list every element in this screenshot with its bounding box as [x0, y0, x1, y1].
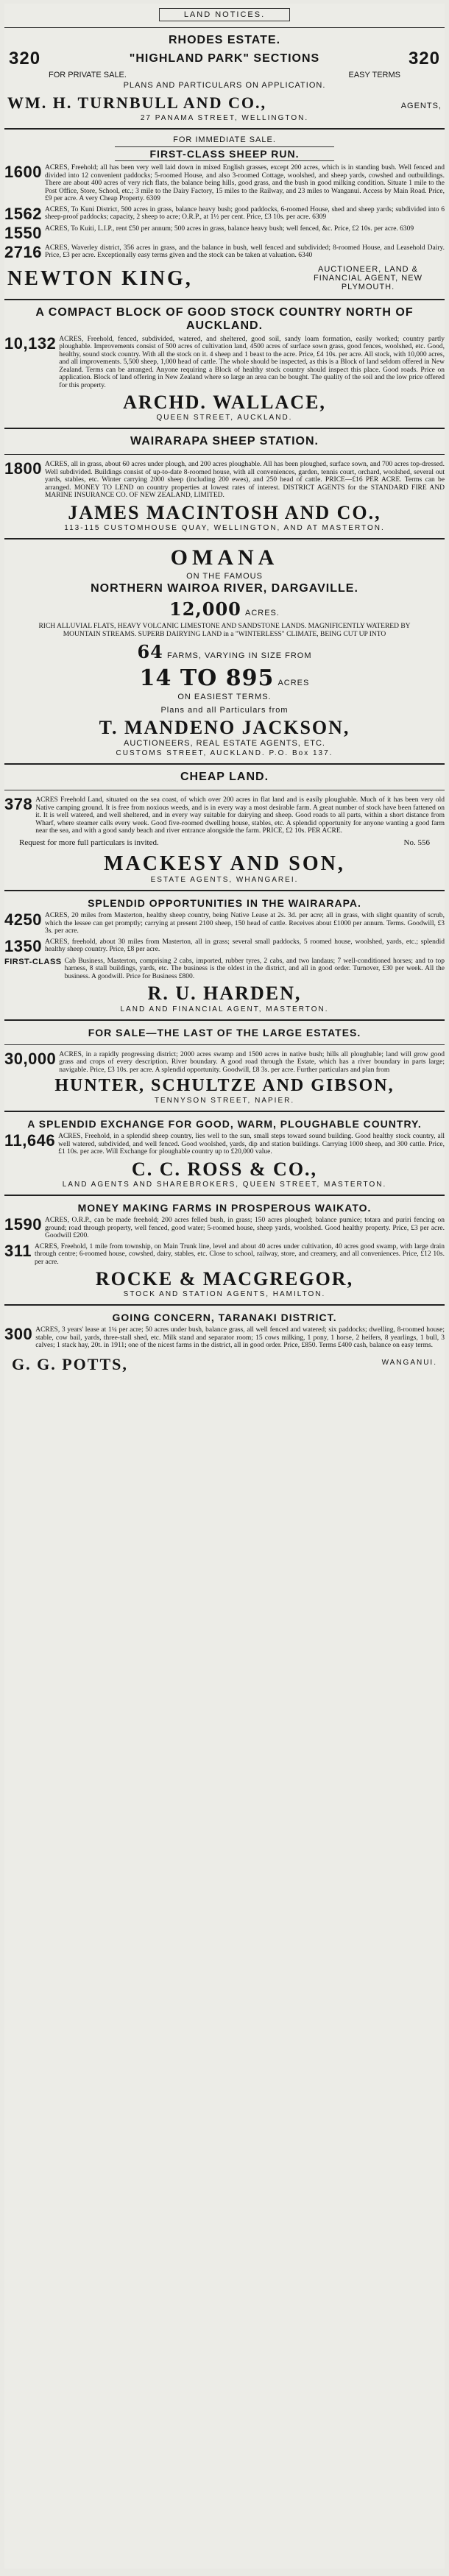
- divider: [4, 1304, 445, 1306]
- rhodes-agent-suffix: AGENTS,: [400, 102, 442, 110]
- listing-text: ACRES, Freehold; all has been very well laid down in mixed English grasses, except 200 acres, which is in standing bush. Well fenced and divided into 12 convenient paddocks; 5-roomed House, and also 3-roomed Cottage, woolshed, and sheep yards, cowshed and outbuildings. There are about 400 acres of very rich flats, the balance being hills, good grass, and the bush in good milking condition. Situate 1 mile to the Post Office, Store, School, etc.; 3 mile to the Dairy Factory, 15 miles to the Railway, and 23 miles to Wanganui. Access by Main Road. Price, £9 per acre. A very Cheap Property. 6309: [44, 164, 445, 203]
- listing-text: ACRES, Waverley district, 356 acres in grass, and the balance in bush, well fenced and subdivided; 8-roomed House, and Leasehold Dairy. Price, £3 per acre. Exceptionally easy terms given and the stock can be taken at valuation. 6340: [44, 244, 445, 260]
- omana-plans: Plans and all Particulars from: [160, 706, 289, 715]
- listing-item: [4, 958, 445, 981]
- compact-block-ad: [4, 299, 445, 422]
- listing-item: [4, 1133, 445, 1156]
- listing-item: [4, 1243, 445, 1267]
- taranaki-title: GOING CONCERN, TARANAKI DISTRICT.: [112, 1312, 337, 1324]
- harden-address: LAND AND FINANCIAL AGENT, MASTERTON.: [120, 1005, 329, 1013]
- divider: [4, 538, 445, 539]
- listing-acres: 1550: [4, 223, 42, 242]
- rhodes-terms: EASY TERMS: [348, 71, 400, 79]
- listing-acres: 2716: [4, 242, 42, 261]
- potts-address: WANGANUI.: [381, 1359, 437, 1367]
- wairarapa-opportunities-ad: [4, 890, 445, 1013]
- omana-farms-row: [4, 641, 445, 662]
- potts-agent: G. G. POTTS,: [12, 1354, 128, 1373]
- wallace-agent: ARCHD. WALLACE,: [123, 392, 326, 414]
- listing-text: ACRES, 20 miles from Masterton, healthy sheep country, being Native Lease at 2s. 3d. per acre; all in grass, with slight quantity of scrub, which the lessee can get promptly; carrying at present 2100 sheep, 150 head of cattle. Receives about £1000 per annum. Terms. Goodwill, £3 3s. per acre.: [44, 912, 445, 935]
- listing-item: [4, 206, 445, 222]
- rhodes-sale-row: [4, 71, 445, 79]
- sheep-run-ad: [4, 128, 445, 293]
- cheap-request: Request for more full particulars is invited.: [19, 838, 159, 847]
- exchange-ad: [4, 1111, 445, 1189]
- divider: [4, 890, 445, 891]
- potts-agent-row: [4, 1353, 445, 1374]
- divider: [4, 454, 445, 455]
- rhodes-title: RHODES ESTATE.: [168, 34, 281, 46]
- rocke-agent: ROCKE & MACGREGOR,: [95, 1268, 354, 1290]
- mackesy-agent: MACKESY AND SON,: [104, 852, 345, 875]
- hunter-address: TENNYSON STREET, NAPIER.: [154, 1097, 295, 1105]
- wairarapa-station-ad: [4, 428, 445, 532]
- listing-item: [4, 1326, 445, 1350]
- newton-agent-row: [4, 263, 445, 293]
- listing-text: ACRES, Freehold, fenced, subdivided, watered, and sheltered, good soil, sandy loam formation, easily worked; country partly ploughable. Improvements consist of 500 acres of cultivation land, 4500 acres of surface sown grass, good fences, woolshed, etc. Good, healthy, sound stock country. With all the stock on it. 4 sheep and 1 beast to the acre. Price, £4 10s. per acre. All stock, with 10,000 acres, and all improvements. 5,500 sheep, 1,000 head of cattle. The whole should be inspected, as this is a Block of land seldom offered in New Zealand. Terms can be arranged. Anyone requiring a Block of healthy stock country should inspect this place. Good roads. Price on application. Block of land offering in New Zealand where so large an area can be bought. The quality of the soil and the low price offered for this property.: [59, 335, 445, 389]
- jackson-agent-info: AUCTIONEERS, REAL ESTATE AGENTS, ETC.: [124, 739, 325, 749]
- omana-acres-row: [4, 598, 445, 620]
- rocke-address: STOCK AND STATION AGENTS, HAMILTON.: [123, 1290, 326, 1299]
- divider: [4, 1111, 445, 1112]
- rhodes-agent-row: [4, 91, 445, 113]
- omana-description: RICH ALLUVIAL FLATS, HEAVY VOLCANIC LIMESTONE AND SANDSTONE LANDS. MAGNIFICENTLY WATERED BY MOUNTAIN STREAMS. SUPERB DAIRYING LAND in a "WINTERLESS" CLIMATE, BEING CUT UP INTO: [38, 623, 411, 638]
- hunter-agent: HUNTER, SCHULTZE AND GIBSON,: [54, 1076, 395, 1096]
- rhodes-agent: WM. H. TURNBULL AND CO.,: [7, 93, 266, 112]
- omana-easy: ON EASIEST TERMS.: [177, 693, 272, 702]
- listing-item: [4, 244, 445, 261]
- rhodes-plans: PLANS AND PARTICULARS ON APPLICATION.: [123, 81, 326, 90]
- listing-acres: 1800: [4, 459, 42, 478]
- divider: [4, 128, 445, 130]
- sheep-run-title: FIRST-CLASS SHEEP RUN.: [115, 146, 334, 161]
- omana-range: 14 TO 895: [139, 665, 275, 692]
- listing-text: ACRES, O.R.P., can be made freehold; 200 acres felled bush, in grass; 150 acres ploughed; balance pumice; totara and puriri fencing on ground; road through property, well fenced, good water; 5-roomed house, sheep yards, woolshed. Good healthy property. Price, £3 per acre. Goodwill £200.: [44, 1217, 445, 1240]
- listing-acres: 11,646: [4, 1131, 56, 1150]
- listing-acres: 30,000: [4, 1049, 57, 1068]
- divider: [4, 428, 445, 429]
- rhodes-right-num: 320: [408, 49, 440, 68]
- listing-acres: 378: [4, 795, 33, 814]
- splendid-title: SPLENDID OPPORTUNITIES IN THE WAIRARAPA.: [88, 897, 361, 910]
- large-estates-ad: [4, 1019, 445, 1105]
- mackesy-address: ESTATE AGENTS, WHANGAREI.: [150, 876, 299, 885]
- omana-acres: 12,000: [169, 598, 241, 620]
- newspaper-page: [4, 4, 445, 2569]
- compact-title: A COMPACT BLOCK OF GOOD STOCK COUNTRY NORTH OF AUCKLAND.: [35, 305, 414, 332]
- newton-agent-info: AUCTIONEER, LAND & FINANCIAL AGENT, NEW PLYMOUTH.: [314, 264, 423, 291]
- listing-item: [4, 164, 445, 203]
- divider: [4, 1195, 445, 1196]
- rhodes-address: 27 PANAMA STREET, WELLINGTON.: [140, 114, 309, 123]
- macintosh-address: 113-115 CUSTOMHOUSE QUAY, WELLINGTON, AND AT MASTERTON.: [64, 524, 385, 533]
- listing-acres: 300: [4, 1325, 33, 1344]
- listing-acres: 1590: [4, 1215, 42, 1234]
- listing-acres: 1600: [4, 163, 42, 182]
- listing-text: ACRES Freehold Land, situated on the sea coast, of which over 200 acres in flat land and is easily ploughable. Much of it has been very old Native camping ground. It is free from noxious weeds, and is in every way a most desirable farm. A great number of stock have been fattened on it. It is well watered, and well sheltered, and in every way suitable for dairying and sheep. Good roads to all parts, within a short distance from Wharf, where steamer calls every week. Good five-roomed dwelling house, stables, etc. A splendid opportunity for anyone wanting a good farm near the sea, and with a good sandy beach and river entrance alongside the farm. PRICE, £2 10s. PER ACRE.: [35, 796, 445, 835]
- listing-text: ACRES, Freehold, 1 mile from township, on Main Trunk line, level and about 40 acres under cultivation, 40 acres good swamp, with large drain through centre; 6-roomed house, cowshed, dairy, stables, etc. Close to school, railway, store, and creamery, and all conveniences. Price, £12 10s. per acre.: [35, 1242, 445, 1266]
- listing-item: [4, 225, 445, 241]
- omana-acres-label: ACRES.: [244, 609, 280, 618]
- wairarapa-title: WAIRARAPA SHEEP STATION.: [130, 435, 319, 448]
- listing-text: ACRES, in a rapidly progressing district; 2000 acres swamp and 1500 acres in native bush; hills all ploughable; land will grow good grass and crops of every description. River boundary. A good road through the Estate, which has a river boundary in parts large; navigable. Price, £3 10s. per acre. A splendid opportunity. Goodwill, £8 3s. per acre. Further particulars and plan from: [59, 1050, 445, 1074]
- listing-text: ACRES, all in grass, about 60 acres under plough, and 200 acres ploughable. All has been ploughed, surface sown, and 700 acres top-dressed. Well subdivided. Buildings consist of up-to-date 8-roomed house, with all conveniences, garden, tennis court, orchard, woolshed, several out yards, stables, etc. Winter carrying 2000 sheep (including 200 ewes), and 250 head of cattle. PRICE—£16 PER ACRE. Terms can be arranged. MONEY TO LEND on country properties at lowest rates of interest. DISTRICT AGENTS for the STANDARD FIRE AND MARINE INSURANCE CO. OF NEW ZEALAND, LIMITED.: [44, 461, 445, 500]
- newton-agent: NEWTON KING,: [7, 266, 193, 290]
- taranaki-ad: [4, 1304, 445, 1374]
- cheap-land-ad: [4, 763, 445, 884]
- listing-text: ACRES, To Kuiti, L.I.P., rent £50 per annum; 500 acres in grass, balance heavy bush; well fenced, &c. Price, £2 10s. per acre. 6309: [44, 224, 414, 233]
- divider: [4, 763, 445, 765]
- land-notices-header: LAND NOTICES.: [159, 8, 290, 21]
- ross-address: LAND AGENTS AND SHAREBROKERS, QUEEN STREET, MASTERTON.: [62, 1181, 387, 1189]
- jackson-agent: T. MANDENO JACKSON,: [99, 717, 350, 739]
- listing-item: [4, 938, 445, 955]
- listing-acres: 1350: [4, 936, 42, 955]
- omana-river: NORTHERN WAIROA RIVER, DARGAVILLE.: [91, 582, 358, 595]
- omana-farms-text: FARMS, VARYING IN SIZE FROM: [166, 651, 312, 661]
- listing-acres: 1562: [4, 204, 42, 223]
- listing-text: ACRES, Freehold, in a splendid sheep country, lies well to the sun, small steps toward sound building. Good healthy stock country, all well watered, subdivided, and well fenced. Good woolshed, yards, dip and station buildings. Carrying 1000 sheep, and 300 cattle. Price, £1 10s. per acre. Will Exchange for ploughable country up to £20,000 value.: [58, 1133, 445, 1156]
- divider: [4, 1044, 445, 1045]
- last-title: FOR SALE—THE LAST OF THE LARGE ESTATES.: [88, 1026, 361, 1038]
- exchange-title: A SPLENDID EXCHANGE FOR GOOD, WARM, PLOUGHABLE COUNTRY.: [27, 1118, 422, 1130]
- listing-item: [4, 461, 445, 500]
- listing-text: ACRES, freehold, about 30 miles from Masterton, all in grass; several small paddocks, 5 roomed house, woolshed, yards, etc.; splendid healthy sheep country. Price, £8 per acre.: [44, 938, 445, 954]
- listing-text: ACRES, 3 years' lease at 1¼ per acre; 50 acres under bush, balance grass, all well fenced and watered; six paddocks; dwelling, 8-roomed house; stable, cow bail, yards, three-stall shed, etc. Milk stand and separator room; 15 cows milking, 1 pony, 1 horse, 2 heifers, 8 yearlings, 1 bull, 3 calves; 1 stack hay, 20t. in 1911; one of the nicest farms in the district, all in good order. Price, £850. Terms £400 cash, balance on easy terms.: [35, 1326, 445, 1350]
- omana-range-row: [4, 665, 445, 691]
- cheap-ref: No. 556: [403, 838, 430, 847]
- divider: [4, 27, 445, 28]
- listing-acres: 311: [4, 1241, 32, 1260]
- rhodes-left-num: 320: [9, 49, 41, 68]
- omana-range-label: ACRES: [277, 679, 310, 688]
- listing-text: ACRES, To Kuni District, 500 acres in grass, balance heavy bush; good paddocks, 6-roomed House, shed and sheep yards; subdivided into 6 sheep-proof paddocks; capacity, 2 sheep to acre; O.R.P., at 1½ per cent. Price, £3 10s. per acre. 6309: [44, 205, 445, 222]
- listing-text: Cab Business, Masterton, comprising 2 cabs, imported, rubber tyres, 2 cabs, and two landaus; 7 well-conditioned horses; and to top harness, 8 stall buildings, yards, etc. The business is the oldest in the district, and all in good order. Turnover, £30 per week. All the business. A goodwill. Price for Business £800.: [64, 957, 445, 980]
- omana-title: OMANA: [170, 545, 279, 570]
- listing-acres: FIRST-CLASS: [4, 957, 62, 966]
- listing-item: [4, 796, 445, 835]
- wallace-address: QUEEN STREET, AUCKLAND.: [156, 414, 293, 422]
- divider: [4, 1019, 445, 1021]
- rhodes-estate-ad: [4, 27, 445, 122]
- listing-acres: 10,132: [4, 333, 57, 353]
- omana-on-famous: ON THE FAMOUS: [186, 572, 263, 581]
- listing-acres: 4250: [4, 910, 42, 930]
- rhodes-for-sale: FOR PRIVATE SALE.: [49, 71, 127, 79]
- rhodes-center-title: "HIGHLAND PARK" SECTIONS: [129, 52, 320, 65]
- listing-item: [4, 1217, 445, 1240]
- waikato-ad: [4, 1195, 445, 1298]
- listing-item: [4, 333, 445, 390]
- cheap-request-row: [4, 838, 445, 847]
- macintosh-agent: JAMES MACINTOSH AND CO.,: [68, 501, 381, 523]
- listing-item: [4, 1051, 445, 1075]
- harden-agent: R. U. HARDEN,: [147, 983, 302, 1005]
- immediate-sub: FOR IMMEDIATE SALE.: [173, 135, 276, 145]
- omana-ad: [4, 538, 445, 757]
- waikato-title: MONEY MAKING FARMS IN PROSPEROUS WAIKATO.: [77, 1202, 372, 1214]
- ross-agent: C. C. ROSS & CO.,: [131, 1158, 318, 1180]
- jackson-address: CUSTOMS STREET, AUCKLAND. P.O. Box 137.: [116, 749, 333, 758]
- rhodes-sections-row: [4, 47, 445, 71]
- divider: [4, 299, 445, 300]
- omana-farms-num: 64: [137, 641, 163, 663]
- cheap-title: CHEAP LAND.: [180, 771, 269, 784]
- listing-item: [4, 912, 445, 935]
